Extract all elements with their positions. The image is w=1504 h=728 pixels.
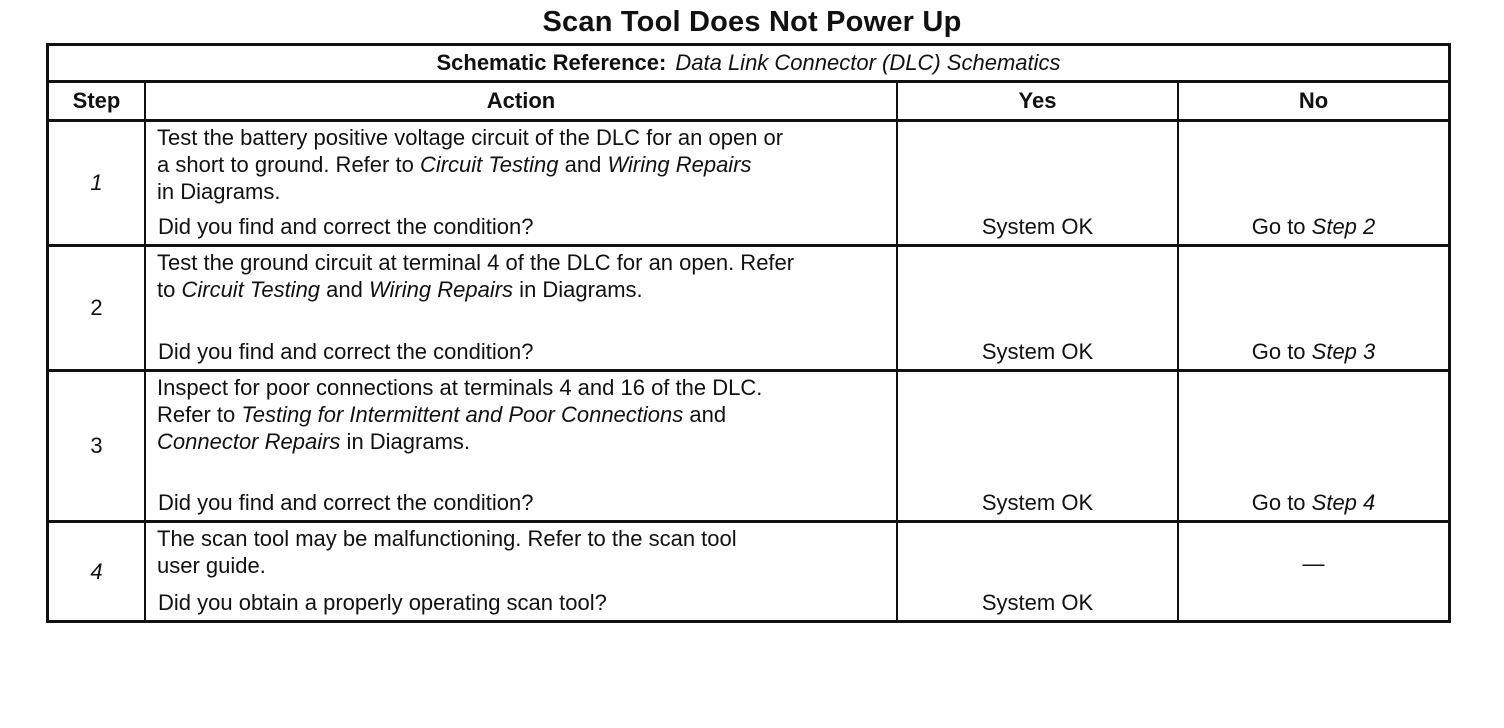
action-cell [146, 122, 898, 244]
action-cell [146, 523, 898, 620]
table-header-row [49, 83, 1448, 122]
no-prefix: Go to [1251, 490, 1312, 515]
page-title: Scan Tool Does Not Power Up [542, 6, 962, 38]
header-action: Action [146, 83, 898, 119]
step-number: 2 [49, 247, 146, 369]
table-row [49, 372, 1448, 523]
action-text: user guide. [157, 553, 266, 578]
action-text: and [558, 152, 608, 177]
step-number: 3 [49, 372, 146, 520]
yes-result: System OK [981, 590, 1094, 615]
intermittent-connections-link[interactable]: Testing for Intermittent and Poor Connections [241, 402, 684, 427]
step-number: 1 [49, 122, 146, 244]
table-row [49, 122, 1448, 247]
connector-repairs-link[interactable]: Connector Repairs [157, 429, 341, 454]
action-question: Did you find and correct the condition? [158, 490, 534, 515]
yes-result: System OK [981, 490, 1094, 515]
no-cell [1179, 247, 1448, 369]
action-text: The scan tool may be malfunctioning. Refer to the scan tool [157, 526, 737, 551]
table-row [49, 523, 1448, 620]
schematic-reference-label: Schematic Reference: [436, 50, 667, 75]
table-row [49, 247, 1448, 372]
action-line [157, 276, 886, 303]
action-text: and [320, 277, 369, 302]
action-text: in Diagrams. [340, 429, 471, 454]
yes-cell [898, 523, 1179, 620]
go-to-step-link[interactable]: Step 3 [1311, 339, 1376, 364]
action-question: Did you find and correct the condition? [158, 214, 534, 239]
action-line [157, 124, 886, 151]
action-cell [146, 247, 898, 369]
action-line [157, 428, 886, 455]
action-line [157, 401, 886, 428]
yes-result: System OK [981, 339, 1094, 364]
wiring-repairs-link[interactable]: Wiring Repairs [607, 152, 752, 177]
go-to-step-link[interactable]: Step 2 [1311, 214, 1376, 239]
action-text: Test the ground circuit at terminal 4 of the DLC for an open. Refer [157, 250, 795, 275]
no-cell [1179, 122, 1448, 244]
no-prefix: Go to [1251, 339, 1312, 364]
no-cell [1179, 523, 1448, 620]
no-result [1179, 490, 1448, 516]
no-result: — [1302, 551, 1325, 576]
header-step: Step [49, 83, 146, 119]
diagnostic-table [46, 43, 1451, 623]
schematic-reference-row [49, 46, 1448, 83]
action-text: Inspect for poor connections at terminals 4 and 16 of the DLC. [157, 375, 763, 400]
no-prefix: Go to [1251, 214, 1312, 239]
action-text: in Diagrams. [513, 277, 643, 302]
yes-result: System OK [981, 214, 1094, 239]
yes-cell [898, 247, 1179, 369]
no-result [1179, 339, 1448, 365]
no-cell [1179, 372, 1448, 520]
no-result [1179, 214, 1448, 240]
wiring-repairs-link[interactable]: Wiring Repairs [368, 277, 514, 302]
circuit-testing-link[interactable]: Circuit Testing [419, 152, 559, 177]
action-text: a short to ground. Refer to [157, 152, 420, 177]
action-line [157, 249, 886, 276]
circuit-testing-link[interactable]: Circuit Testing [181, 277, 321, 302]
action-text: to [157, 277, 182, 302]
action-line [157, 178, 886, 205]
action-text: and [683, 402, 727, 427]
step-number: 4 [49, 523, 146, 620]
schematic-reference-link[interactable]: Data Link Connector (DLC) Schematics [675, 50, 1061, 75]
header-no: No [1298, 88, 1329, 113]
action-line [157, 151, 886, 178]
action-text: in Diagrams. [157, 179, 281, 204]
yes-cell [898, 372, 1179, 520]
yes-cell [898, 122, 1179, 244]
go-to-step-link[interactable]: Step 4 [1311, 490, 1376, 515]
header-yes: Yes [898, 83, 1179, 119]
action-line [157, 525, 886, 552]
action-line [157, 552, 886, 579]
action-line [157, 374, 886, 401]
action-text: Test the battery positive voltage circuit of the DLC for an open or [157, 125, 784, 150]
action-question: Did you find and correct the condition? [158, 339, 534, 364]
action-cell [146, 372, 898, 520]
action-question: Did you obtain a properly operating scan tool? [158, 590, 607, 615]
action-text: Refer to [157, 402, 242, 427]
